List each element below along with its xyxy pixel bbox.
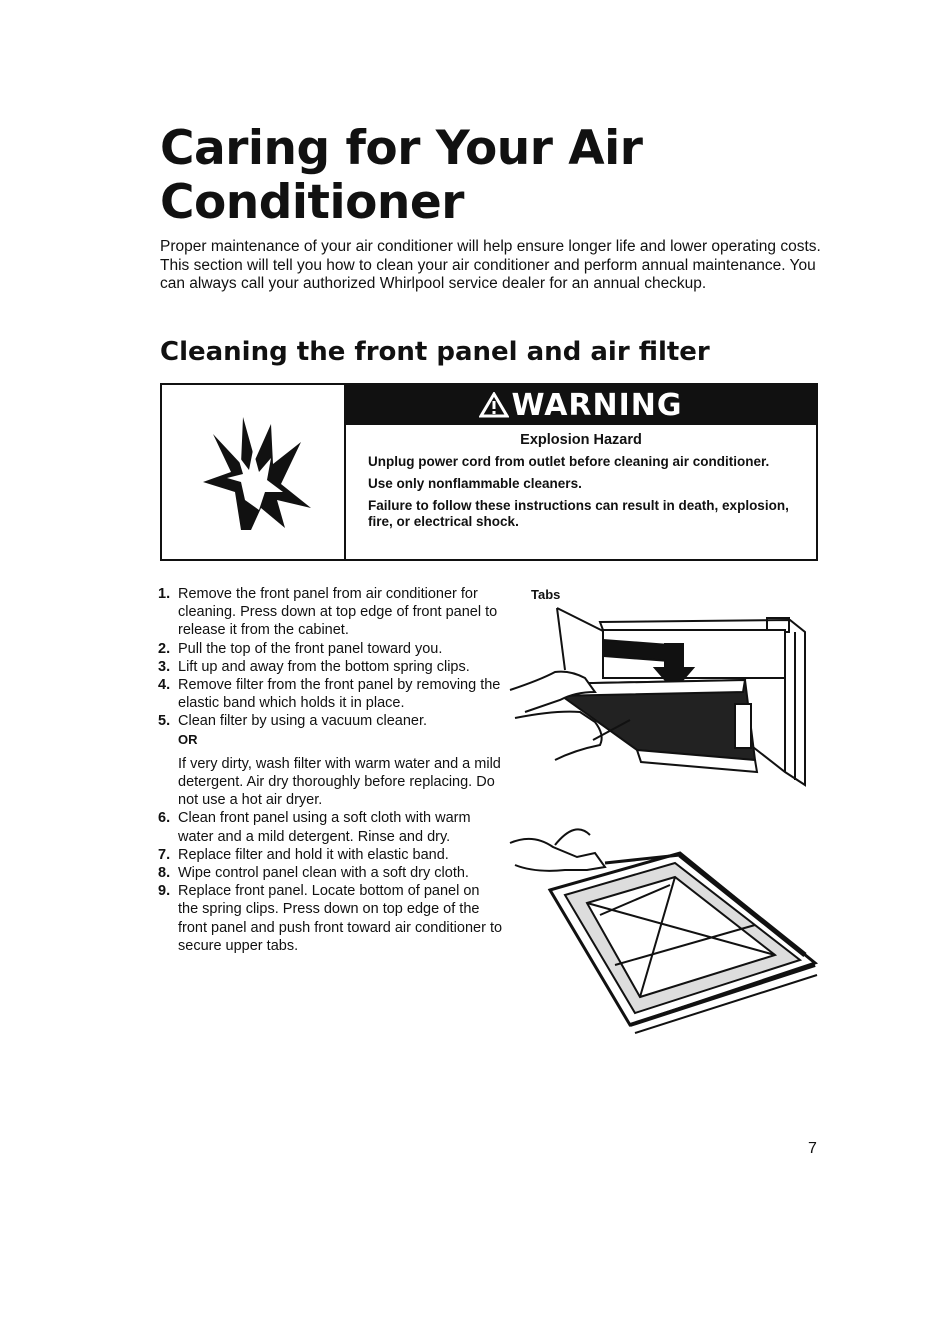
explosion-icon [193,412,313,532]
step-item [158,846,503,864]
step-text: Remove filter from the front panel by removing the elastic band which holds it in place. [178,677,501,712]
page-title: Caring for Your Air Conditioner [160,121,643,230]
step-text: Remove the front panel from air conditioner for cleaning. Press down at top edge of front panel to release it from the cabinet. [178,586,498,639]
step-text: Replace filter and hold it with elastic band. [178,846,449,863]
warning-line-3: Failure to follow these instructions can result in death, explosion, fire, or electrical shock. [368,498,789,529]
warning-icon-cell [162,385,346,559]
step-number: 5. [158,713,171,730]
step-number: 2. [158,640,171,657]
warning-banner [346,385,816,425]
step-or-label: OR [178,731,198,747]
steps-list [158,585,503,955]
step-text: Pull the top of the front panel toward you. [178,640,443,657]
front-panel-removal-illustration [505,600,840,795]
step-number: 4. [158,677,171,694]
step-item [158,864,503,882]
step-text: Clean front panel using a soft cloth with warm water and a mild detergent. Rinse and dry. [178,810,471,845]
section-title: Cleaning the front panel and air filter [160,337,710,367]
step-number: 7. [158,846,171,863]
step-number: 1. [158,586,171,602]
step-number: 9. [158,883,171,900]
warning-label: WARNING [511,387,683,423]
step-text: Clean filter by using a vacuum cleaner. [178,713,428,730]
step-item [158,809,503,845]
step-item [158,640,503,658]
step-item [158,658,503,676]
hazard-title: Explosion Hazard [520,432,642,448]
step-item [158,676,503,712]
step-item [158,712,503,730]
step-text: Wipe control panel clean with a soft dry cloth. [178,865,469,882]
step-text: Lift up and away from the bottom spring clips. [178,658,470,675]
warning-line-1: Unplug power cord from outlet before cleaning air conditioner. [368,454,770,469]
filter-removal-illustration [505,815,825,1040]
figure-label-tabs: Tabs [531,587,561,602]
warning-line-2: Use only nonflammable cleaners. [368,476,582,491]
step-number: 6. [158,810,171,827]
step-alt-text: If very dirty, wash filter with warm water and a mild detergent. Air dry thoroughly before replacing. Do not use a hot air dryer. [178,755,501,809]
warning-content [346,385,816,559]
page-number: 7 [808,1140,817,1157]
intro-paragraph: Proper maintenance of your air conditioner will help ensure longer life and lower operating costs. This section will tell you how to clean your air conditioner and perform annual maintenance. You can always call your authorized Whirlpool service dealer for an annual checkup. [160,238,821,292]
warning-box [160,383,818,561]
step-item [158,882,503,955]
step-item [158,585,503,640]
step-number: 3. [158,658,171,675]
warning-triangle-icon [479,392,509,418]
step-number: 8. [158,865,171,882]
step-text: Replace front panel. Locate bottom of panel on the spring clips. Press down on top edge of the front panel and push front toward air conditioner to secure upper tabs. [178,883,503,954]
